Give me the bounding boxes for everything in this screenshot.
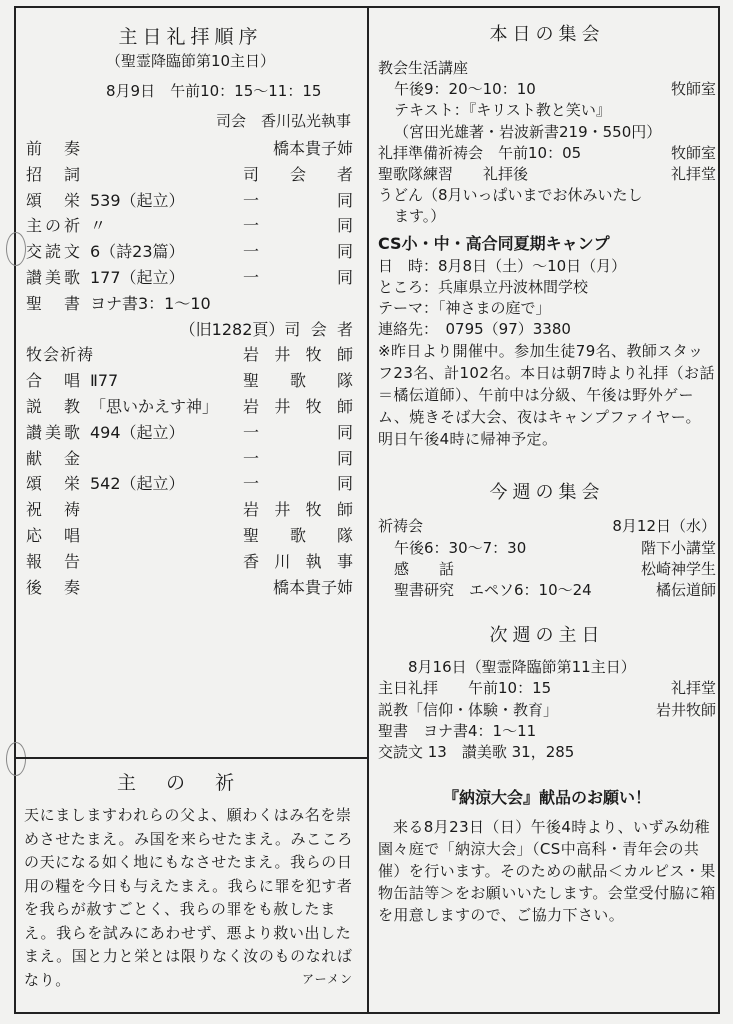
meeting-line <box>378 678 716 699</box>
meeting-place: 礼拝堂 <box>670 165 716 184</box>
order-row <box>18 291 363 317</box>
order-row <box>18 239 363 265</box>
order-detail <box>90 549 243 575</box>
order-row <box>18 317 363 343</box>
order-label: 合 唱 <box>26 371 80 391</box>
order-detail <box>90 575 243 601</box>
order-detail <box>94 342 243 368</box>
order-detail: 177（起立） <box>90 267 185 287</box>
order-row <box>18 523 363 549</box>
order-label: 頌 栄 <box>26 190 80 210</box>
order-detail: Ⅱ77 <box>90 371 119 391</box>
order-person: 岩井牧師 <box>243 500 353 520</box>
meeting-text: テキスト：『キリスト教と笑い』 <box>394 101 611 120</box>
order-label: 聖 書 <box>26 293 80 313</box>
meeting-text: 午後9：20〜10：10 <box>394 80 536 99</box>
order-person: 一同 <box>243 216 353 236</box>
order-label: 交 読 文 <box>26 242 80 262</box>
order-person: 岩井牧師 <box>243 345 353 365</box>
order-person: 橋本貴子姉 <box>272 577 353 597</box>
order-row <box>18 265 363 291</box>
order-label: 招 詞 <box>26 164 80 184</box>
order-label: 報 告 <box>26 551 80 571</box>
meeting-place: 階下小講堂 <box>640 538 716 557</box>
camp-details <box>378 256 716 341</box>
order-person: 岩井牧師 <box>243 396 353 416</box>
meeting-text: 祈祷会 <box>378 517 424 536</box>
week-meetings-list <box>378 516 716 601</box>
order-person: 香川執事 <box>243 551 353 571</box>
order-person: 聖歌隊 <box>243 371 353 391</box>
order-list <box>18 136 363 600</box>
meeting-line <box>378 100 716 121</box>
meeting-place: 8月12日（水） <box>612 517 716 536</box>
order-row <box>18 575 363 601</box>
meeting-line <box>378 538 716 559</box>
order-person: 橋本貴子姉 <box>272 139 353 158</box>
order-label: 説 教 <box>26 396 80 416</box>
announcements-column <box>378 8 716 926</box>
service-datetime: 8月9日 午前10：15〜11：15 <box>106 82 322 100</box>
order-person: 一同 <box>243 242 353 262</box>
meeting-text: 聖歌隊練習 礼拝後 <box>378 165 529 184</box>
meeting-text: 聖書研究 エペソ6：10〜24 <box>394 581 592 600</box>
meeting-text: 礼拝準備祈祷会 午前10：05 <box>378 143 582 162</box>
meeting-line <box>378 79 716 100</box>
lords-prayer-text: 天にましますわれらの父よ、願わくはみ名を崇めさせたまえ。み国を来らせたまえ。みこころの天になる如く地にもなさせたまえ。我らの日用の糧を今日も与えたまえ。我らに罪を犯す者を我らが赦すごとく、我らの罪をも赦したまえ。我らを試みにあわせず、悪より救い出したまえ。国と力と栄とは限りなく汝のものなればなり。 <box>24 806 353 989</box>
meeting-line <box>378 516 716 537</box>
camp-line: 日 時：8月8日（土）〜10日（月） <box>378 256 627 275</box>
order-row <box>18 471 363 497</box>
meeting-line <box>378 185 716 206</box>
order-row <box>18 162 363 188</box>
order-detail <box>90 446 243 472</box>
order-person: 司会者 <box>284 319 353 339</box>
order-person: 司会者 <box>243 164 353 184</box>
worship-order-title: 主日礼拝順序 <box>118 26 263 48</box>
order-label: 後 奏 <box>26 577 80 597</box>
order-person: 聖歌隊 <box>243 525 353 545</box>
amen: アーメン <box>301 972 353 986</box>
order-person: 一同 <box>243 474 353 494</box>
column-divider <box>367 6 369 1014</box>
order-detail: （旧1282頁） <box>179 319 285 339</box>
order-label <box>18 317 70 343</box>
order-row <box>18 188 363 214</box>
order-label: 頌 栄 <box>26 474 80 494</box>
meeting-text: （宮田光雄著・岩波新書219・550円） <box>394 122 662 141</box>
meeting-text: 午後6：30〜7：30 <box>394 538 527 557</box>
order-row <box>18 394 363 420</box>
order-label: 牧会祈祷 <box>26 345 95 365</box>
next-sunday-title: 次週の主日 <box>489 625 605 647</box>
order-label: 祝 祷 <box>26 500 80 520</box>
meeting-text: ます。） <box>394 207 446 226</box>
notice-title: 『納涼大会』献品のお願い！ <box>442 788 651 808</box>
meeting-text: 交読文 13 讃美歌 31，285 <box>378 743 575 762</box>
order-row <box>18 420 363 446</box>
meeting-text: うどん（8月いっぱいまでお休みいたし <box>378 186 643 205</box>
order-row <box>18 342 363 368</box>
camp-title: CS小・中・高合同夏期キャンプ <box>378 233 610 253</box>
order-label: 主 の 祈 <box>26 216 80 236</box>
presider: 司会 香川弘光執事 <box>215 112 351 130</box>
order-person: 一同 <box>243 448 353 468</box>
today-meetings-list <box>378 58 716 228</box>
notice-text: 来る8月23日（日）午後4時より、いずみ幼稚園々庭で「納涼大会」（CS中高科・青年会の共催）を行います。そのための献品＜カルピス・果物缶詰等＞をお願いいたします。会堂受付脇に箱を用意しますので、ご協力下さい。 <box>378 818 716 925</box>
order-detail: 6（詩23篇） <box>90 242 185 262</box>
lords-prayer-title: 主の祈 <box>116 772 264 794</box>
camp-line: テーマ：「神さまの庭で」 <box>378 299 551 318</box>
order-detail: 542（起立） <box>90 474 185 494</box>
meeting-line <box>378 58 716 79</box>
order-label: 応 唱 <box>26 525 80 545</box>
meeting-place: 牧師室 <box>670 80 716 99</box>
meeting-place: 橘伝道師 <box>655 581 716 600</box>
meeting-line <box>378 721 716 742</box>
camp-note: ※昨日より開催中。参加生徒79名、教師スタッフ23名、計102名。本日は朝7時より礼拝（お話＝橘伝道師）、午前中は分級、午後は野外ゲーム、焼きそば大会、夜はキャンプファイヤー。明日午後4時に帰神予定。 <box>378 342 715 449</box>
meeting-text: 聖書 ヨナ書4：1〜11 <box>378 721 537 740</box>
meeting-text: 説教「信仰・体験・教育」 <box>378 700 559 719</box>
meeting-line <box>378 143 716 164</box>
order-person: 一同 <box>243 422 353 442</box>
camp-line: 連絡先： 0795（97）3380 <box>378 320 571 339</box>
order-row <box>18 213 363 239</box>
order-label: 前 奏 <box>26 139 80 158</box>
meeting-line <box>378 580 716 601</box>
meeting-place: 松崎神学生 <box>640 559 716 578</box>
section-divider <box>14 757 367 759</box>
order-detail: 〃 <box>90 216 107 236</box>
meeting-line <box>378 122 716 143</box>
order-row <box>18 549 363 575</box>
week-meetings-title: 今週の集会 <box>489 482 605 504</box>
order-label: 献 金 <box>26 448 80 468</box>
order-person <box>243 291 363 317</box>
order-row <box>18 368 363 394</box>
order-row <box>18 446 363 472</box>
next-sunday-date: 8月16日（聖霊降臨節第11主日） <box>408 658 636 677</box>
worship-order-subtitle: （聖霊降臨節第10主日） <box>105 52 276 70</box>
meeting-line <box>378 206 716 227</box>
meeting-line <box>378 742 716 763</box>
order-label: 讃 美 歌 <box>26 422 80 442</box>
order-person: 一同 <box>243 190 353 210</box>
order-person: 一同 <box>243 267 353 287</box>
order-detail <box>90 136 243 162</box>
meeting-line <box>378 164 716 185</box>
order-row <box>18 136 363 162</box>
order-label: 讃 美 歌 <box>26 267 80 287</box>
order-detail <box>90 523 243 549</box>
meeting-text: 主日礼拝 午前10：15 <box>378 679 552 698</box>
order-detail <box>90 497 243 523</box>
next-sunday-list <box>378 678 716 763</box>
today-meetings-title: 本日の集会 <box>489 24 605 45</box>
meeting-line <box>378 559 716 580</box>
order-detail: ヨナ書3：1〜10 <box>90 293 211 313</box>
order-detail: 539（起立） <box>90 190 185 210</box>
order-detail: 494（起立） <box>90 422 185 442</box>
order-detail <box>90 162 243 188</box>
order-detail: 「思いかえす神」 <box>90 396 219 416</box>
meeting-place: 牧師室 <box>670 143 716 162</box>
meeting-text: 教会生活講座 <box>378 59 469 77</box>
meeting-line <box>378 700 716 721</box>
meeting-place: 岩井牧師 <box>655 700 716 719</box>
meeting-text: 感 話 <box>394 559 455 578</box>
worship-order-column <box>18 8 363 600</box>
order-row <box>18 497 363 523</box>
meeting-place: 礼拝堂 <box>670 679 716 698</box>
camp-line: ところ：兵庫県立丹波林間学校 <box>378 277 589 296</box>
